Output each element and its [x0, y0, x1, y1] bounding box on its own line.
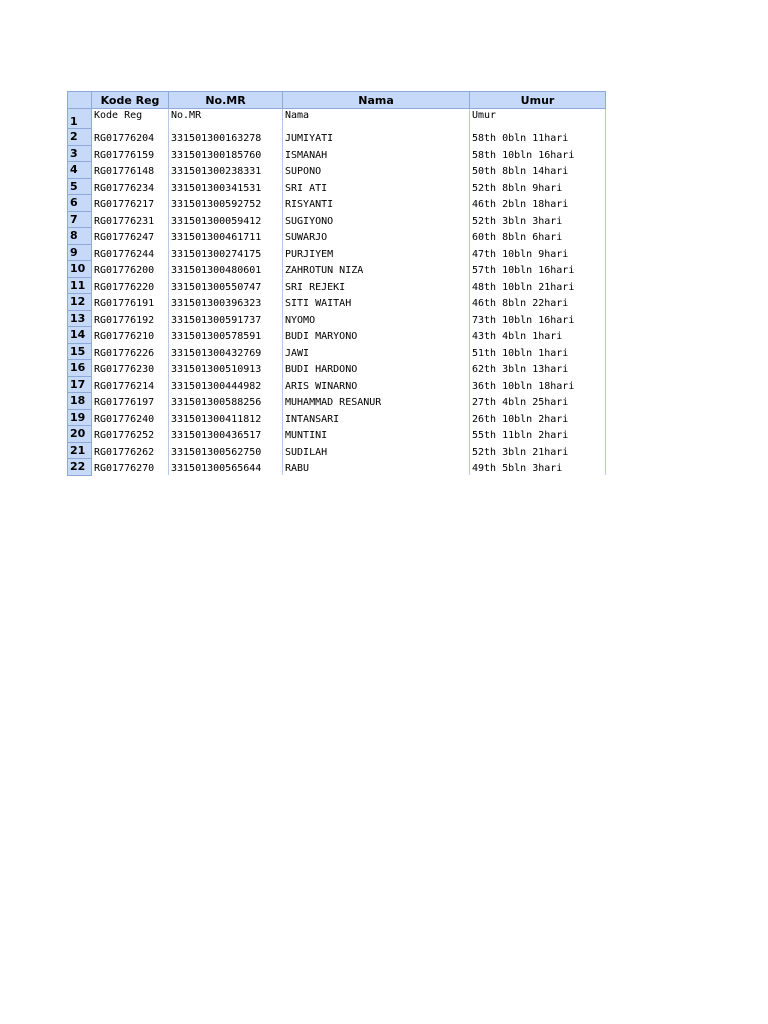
cell-nama[interactable]: ZAHROTUN NIZA [283, 261, 470, 278]
cell-umur[interactable]: 52th 8bln 9hari [470, 178, 606, 195]
cell-nama[interactable]: MUHAMMAD RESANUR [283, 393, 470, 410]
cell-nama[interactable]: NYOMO [283, 310, 470, 327]
cell-no-mr[interactable]: 331501300565644 [169, 459, 283, 476]
cell-no-mr[interactable]: 331501300432769 [169, 343, 283, 360]
cell-no-mr[interactable]: No.MR [169, 109, 283, 129]
cell-umur[interactable]: Umur [470, 109, 606, 129]
table-row [68, 442, 606, 459]
row-number[interactable]: 3 [68, 145, 92, 162]
cell-umur[interactable]: 73th 10bln 16hari [470, 310, 606, 327]
cell-kode-reg[interactable]: RG01776244 [92, 244, 169, 261]
row-number[interactable]: 7 [68, 211, 92, 228]
cell-nama[interactable]: BUDI MARYONO [283, 327, 470, 344]
cell-nama[interactable]: JAWI [283, 343, 470, 360]
cell-kode-reg[interactable]: RG01776204 [92, 129, 169, 146]
column-header-umur[interactable]: Umur [470, 92, 606, 109]
cell-umur[interactable]: 49th 5bln 3hari [470, 459, 606, 476]
row-number[interactable]: 11 [68, 277, 92, 294]
table-row [68, 376, 606, 393]
row-number[interactable]: 16 [68, 360, 92, 377]
cell-kode-reg[interactable]: RG01776197 [92, 393, 169, 410]
cell-kode-reg[interactable]: RG01776231 [92, 211, 169, 228]
cell-nama[interactable]: ISMANAH [283, 145, 470, 162]
cell-no-mr[interactable]: 331501300591737 [169, 310, 283, 327]
cell-no-mr[interactable]: 331501300059412 [169, 211, 283, 228]
cell-nama[interactable]: PURJIYEM [283, 244, 470, 261]
row-number[interactable]: 18 [68, 393, 92, 410]
cell-kode-reg[interactable]: RG01776148 [92, 162, 169, 179]
cell-nama[interactable]: BUDI HARDONO [283, 360, 470, 377]
row-number[interactable]: 13 [68, 310, 92, 327]
cell-kode-reg[interactable]: RG01776191 [92, 294, 169, 311]
cell-no-mr[interactable]: 331501300436517 [169, 426, 283, 443]
cell-nama[interactable]: SUGIYONO [283, 211, 470, 228]
table-row [68, 129, 606, 146]
table-row [68, 162, 606, 179]
cell-no-mr[interactable]: 331501300444982 [169, 376, 283, 393]
cell-umur[interactable]: 48th 10bln 21hari [470, 277, 606, 294]
row-number[interactable]: 9 [68, 244, 92, 261]
table-row [68, 360, 606, 377]
cell-umur[interactable]: 55th 11bln 2hari [470, 426, 606, 443]
cell-umur[interactable]: 57th 10bln 16hari [470, 261, 606, 278]
cell-umur[interactable]: 46th 8bln 22hari [470, 294, 606, 311]
table-row [68, 277, 606, 294]
table-row [68, 244, 606, 261]
cell-umur[interactable]: 47th 10bln 9hari [470, 244, 606, 261]
cell-no-mr[interactable]: 331501300341531 [169, 178, 283, 195]
cell-kode-reg[interactable]: RG01776200 [92, 261, 169, 278]
cell-umur[interactable]: 27th 4bln 25hari [470, 393, 606, 410]
column-header-nama[interactable]: Nama [283, 92, 470, 109]
row-number[interactable]: 10 [68, 261, 92, 278]
cell-no-mr[interactable]: 331501300238331 [169, 162, 283, 179]
cell-nama[interactable]: RISYANTI [283, 195, 470, 212]
cell-kode-reg[interactable]: RG01776226 [92, 343, 169, 360]
cell-nama[interactable]: SUWARJO [283, 228, 470, 245]
cell-kode-reg[interactable]: RG01776217 [92, 195, 169, 212]
table-row [68, 310, 606, 327]
table-row [68, 145, 606, 162]
row-number[interactable]: 2 [68, 129, 92, 146]
row-number[interactable]: 8 [68, 228, 92, 245]
cell-no-mr[interactable]: 331501300163278 [169, 129, 283, 146]
table-row [68, 426, 606, 443]
cell-umur[interactable]: 58th 0bln 11hari [470, 129, 606, 146]
cell-kode-reg[interactable]: RG01776220 [92, 277, 169, 294]
table-row [68, 195, 606, 212]
row-number[interactable]: 1 [68, 109, 92, 129]
row-number[interactable]: 22 [68, 459, 92, 476]
row-number[interactable]: 14 [68, 327, 92, 344]
row-number[interactable]: 6 [68, 195, 92, 212]
column-header-row [68, 92, 606, 109]
cell-umur[interactable]: 58th 10bln 16hari [470, 145, 606, 162]
cell-no-mr[interactable]: 331501300578591 [169, 327, 283, 344]
cell-kode-reg[interactable]: RG01776210 [92, 327, 169, 344]
cell-umur[interactable]: 43th 4bln 1hari [470, 327, 606, 344]
table-row [68, 459, 606, 476]
cell-no-mr[interactable]: 331501300592752 [169, 195, 283, 212]
cell-kode-reg[interactable]: Kode Reg [92, 109, 169, 129]
cell-kode-reg[interactable]: RG01776247 [92, 228, 169, 245]
table-row [68, 327, 606, 344]
cell-umur[interactable]: 46th 2bln 18hari [470, 195, 606, 212]
cell-umur[interactable]: 62th 3bln 13hari [470, 360, 606, 377]
cell-nama[interactable]: JUMIYATI [283, 129, 470, 146]
cell-kode-reg[interactable]: RG01776192 [92, 310, 169, 327]
table-row [68, 178, 606, 195]
cell-umur[interactable]: 52th 3bln 3hari [470, 211, 606, 228]
cell-umur[interactable]: 50th 8bln 14hari [470, 162, 606, 179]
table-row [68, 409, 606, 426]
cell-nama[interactable]: Nama [283, 109, 470, 129]
cell-nama[interactable]: SRI REJEKI [283, 277, 470, 294]
cell-nama[interactable]: RABU [283, 459, 470, 476]
cell-nama[interactable]: INTANSARI [283, 409, 470, 426]
cell-umur[interactable]: 36th 10bln 18hari [470, 376, 606, 393]
corner-cell[interactable] [68, 92, 92, 109]
cell-nama[interactable]: SRI ATI [283, 178, 470, 195]
cell-umur[interactable]: 26th 10bln 2hari [470, 409, 606, 426]
table-row [68, 294, 606, 311]
cell-no-mr[interactable]: 331501300274175 [169, 244, 283, 261]
table-row [68, 211, 606, 228]
cell-no-mr[interactable]: 331501300550747 [169, 277, 283, 294]
cell-kode-reg[interactable]: RG01776240 [92, 409, 169, 426]
row-number[interactable]: 5 [68, 178, 92, 195]
cell-nama[interactable]: SITI WAITAH [283, 294, 470, 311]
table-row [68, 393, 606, 410]
cell-no-mr[interactable]: 331501300588256 [169, 393, 283, 410]
row-number[interactable]: 12 [68, 294, 92, 311]
cell-nama[interactable]: ARIS WINARNO [283, 376, 470, 393]
cell-umur[interactable]: 60th 8bln 6hari [470, 228, 606, 245]
table-row [68, 343, 606, 360]
column-header-no-mr[interactable]: No.MR [169, 92, 283, 109]
row-number[interactable]: 21 [68, 442, 92, 459]
sheet-body [68, 109, 606, 476]
cell-no-mr[interactable]: 331501300396323 [169, 294, 283, 311]
cell-no-mr[interactable]: 331501300461711 [169, 228, 283, 245]
cell-kode-reg[interactable]: RG01776234 [92, 178, 169, 195]
cell-no-mr[interactable]: 331501300510913 [169, 360, 283, 377]
cell-nama[interactable]: MUNTINI [283, 426, 470, 443]
cell-no-mr[interactable]: 331501300562750 [169, 442, 283, 459]
cell-umur[interactable]: 51th 10bln 1hari [470, 343, 606, 360]
cell-kode-reg[interactable]: RG01776252 [92, 426, 169, 443]
row-number[interactable]: 17 [68, 376, 92, 393]
cell-no-mr[interactable]: 331501300480601 [169, 261, 283, 278]
cell-kode-reg[interactable]: RG01776230 [92, 360, 169, 377]
cell-kode-reg[interactable]: RG01776159 [92, 145, 169, 162]
cell-no-mr[interactable]: 331501300411812 [169, 409, 283, 426]
row-number[interactable]: 4 [68, 162, 92, 179]
cell-kode-reg[interactable]: RG01776270 [92, 459, 169, 476]
table-row [68, 228, 606, 245]
row-number[interactable]: 19 [68, 409, 92, 426]
table-row [68, 261, 606, 278]
column-header-kode-reg[interactable]: Kode Reg [92, 92, 169, 109]
row-number[interactable]: 20 [68, 426, 92, 443]
cell-nama[interactable]: SUPONO [283, 162, 470, 179]
cell-no-mr[interactable]: 331501300185760 [169, 145, 283, 162]
cell-kode-reg[interactable]: RG01776214 [92, 376, 169, 393]
cell-nama[interactable]: SUDILAH [283, 442, 470, 459]
spreadsheet-table [67, 91, 606, 476]
cell-kode-reg[interactable]: RG01776262 [92, 442, 169, 459]
table-row [68, 109, 606, 129]
row-number[interactable]: 15 [68, 343, 92, 360]
cell-umur[interactable]: 52th 3bln 21hari [470, 442, 606, 459]
